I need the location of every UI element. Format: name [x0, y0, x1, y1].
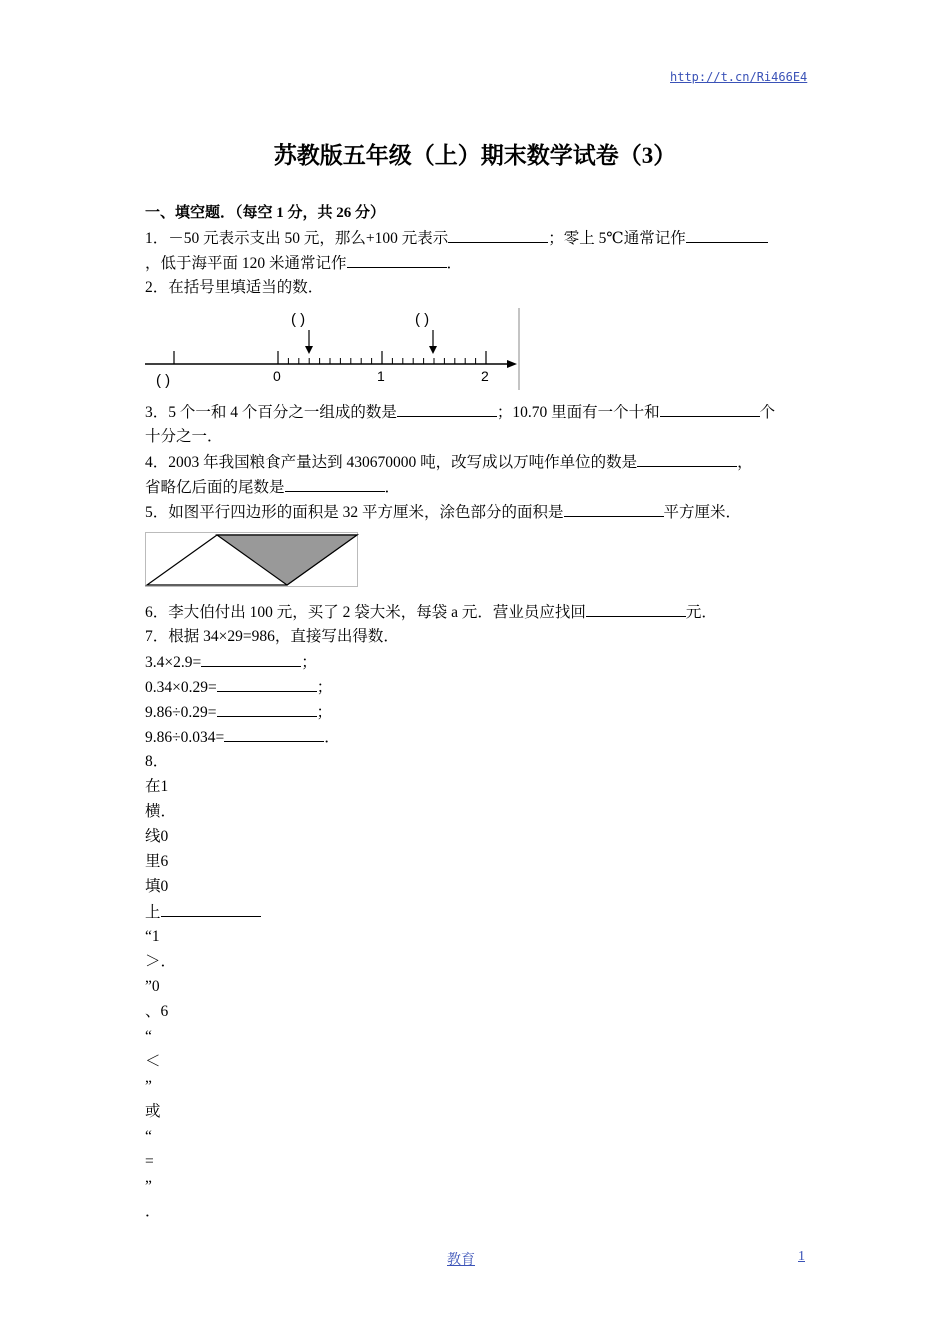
q5-text-b: 平方厘米．	[663, 504, 742, 521]
q6-text-a: 6．李大伯付出 100 元，买了 2 袋大米，每袋 a 元．营业员应找回	[145, 604, 586, 621]
q8-line-7: “1	[145, 928, 160, 945]
q7-expression-1	[145, 652, 317, 673]
question-1-line-1	[145, 228, 768, 249]
number-line-figure	[143, 306, 523, 392]
q8-line-16: =	[145, 1153, 154, 1170]
q8-line-17: ”	[145, 1178, 152, 1195]
q7-e4-text: 9.86÷0.034=	[145, 729, 225, 746]
question-7-text: 7．根据 34×29=986，直接写出得数．	[145, 628, 399, 645]
question-5-text	[145, 502, 741, 523]
q1-blank-1[interactable]	[448, 228, 548, 243]
q8-line-9: ”0	[145, 978, 160, 995]
shaded-triangle	[217, 535, 357, 585]
question-1-line-2	[145, 253, 462, 274]
number-line-arrowhead	[507, 360, 517, 368]
q1-text-b: ；零上 5℃通常记作	[548, 230, 686, 247]
q4-text-c: 省略亿后面的尾数是	[145, 479, 285, 496]
q8-blank-1[interactable]	[161, 902, 261, 917]
q4-text-a: 4．2003 年我国粮食产量达到 430670000 吨，改写成以万吨作单位的数是	[145, 454, 638, 471]
q7-blank-3[interactable]	[217, 702, 317, 717]
paren-bottom: ( )	[156, 372, 171, 389]
q8-line-18: ．	[145, 1203, 161, 1220]
q3-text-b: ；10.70 里面有一个十和	[496, 404, 660, 421]
q7-blank-1[interactable]	[201, 652, 301, 667]
q7-e4-end: ．	[324, 729, 340, 746]
q7-expression-2	[145, 677, 332, 698]
q8-line-13: ”	[145, 1078, 152, 1095]
q4-text-d: ．	[384, 479, 401, 496]
q1-text-c: ，低于海平面 120 米通常记作	[145, 255, 347, 272]
question-4-line-2	[145, 477, 400, 498]
paren-top-2: ( )	[415, 311, 430, 328]
q7-e3-text: 9.86÷0.29=	[145, 704, 217, 721]
q8-line-3: 线0	[145, 828, 169, 845]
q3-text-c: 个	[759, 404, 776, 421]
q3-blank-1[interactable]	[397, 402, 497, 417]
q7-expression-3	[145, 702, 332, 723]
arrow-2-head	[429, 346, 437, 354]
q8-line-2: 横．	[145, 803, 177, 820]
q8-line-6-text: 上	[145, 904, 161, 921]
q8-line-10: 、6	[145, 1003, 169, 1020]
q1-text-d: ．	[446, 255, 463, 272]
q1-blank-2[interactable]	[686, 228, 768, 243]
question-3-line-1	[145, 402, 775, 423]
page-title: 苏教版五年级（上）期末数学试卷（3）	[273, 143, 677, 168]
q1-blank-3[interactable]	[347, 253, 447, 268]
paren-top-1: ( )	[291, 311, 306, 328]
tick-label-0: 0	[273, 368, 281, 384]
section-heading: 一、填空题．（每空 1 分，共 26 分）	[145, 205, 386, 221]
q8-line-14: 或	[145, 1103, 161, 1120]
q4-blank-2[interactable]	[285, 477, 385, 492]
q7-blank-2[interactable]	[217, 677, 317, 692]
q8-line-12: ＜	[145, 1053, 161, 1070]
q4-text-b: ，	[737, 454, 753, 471]
q5-text-a: 5．如图平行四边形的面积是 32 平方厘米，涂色部分的面积是	[145, 504, 564, 521]
q6-text-b: 元．	[685, 604, 717, 621]
q8-line-5: 填0	[145, 878, 169, 895]
q8-line-1: 在1	[145, 778, 169, 795]
q7-blank-4[interactable]	[224, 727, 324, 742]
page-number: 1	[798, 1249, 805, 1264]
q7-e3-semi: ；	[316, 704, 333, 721]
q8-line-15: “	[145, 1128, 152, 1145]
question-2-text: 2．在括号里填适当的数．	[145, 279, 324, 296]
q8-line-8: ＞．	[145, 953, 177, 970]
parallelogram-figure	[145, 532, 361, 588]
question-6-text	[145, 602, 717, 623]
question-3-line-2: 十分之一．	[145, 428, 223, 445]
arrow-1-head	[305, 346, 313, 354]
q7-expression-4	[145, 727, 340, 748]
q8-line-0: 8．	[145, 753, 169, 770]
tick-label-1: 1	[377, 368, 385, 384]
question-4-line-1	[145, 452, 753, 473]
q5-blank-1[interactable]	[564, 502, 664, 517]
q8-line-6	[145, 902, 261, 923]
q1-text-a: 1．－50 元表示支出 50 元，那么+100 元表示	[145, 230, 449, 247]
q6-blank-1[interactable]	[586, 602, 686, 617]
q8-line-11: “	[145, 1028, 152, 1045]
q4-blank-1[interactable]	[637, 452, 737, 467]
footer-center-link[interactable]: 教育	[447, 1253, 475, 1268]
q7-e1-semi: ；	[301, 654, 317, 671]
tick-label-2: 2	[481, 368, 489, 384]
q7-e2-semi: ；	[316, 679, 333, 696]
header-url-link[interactable]: http://t.cn/Ri466E4	[670, 70, 808, 84]
q3-text-a: 3．5 个一和 4 个百分之一组成的数是	[145, 404, 397, 421]
q8-line-4: 里6	[145, 853, 169, 870]
q3-blank-2[interactable]	[660, 402, 760, 417]
q7-e1-text: 3.4×2.9=	[145, 654, 202, 671]
q7-e2-text: 0.34×0.29=	[145, 679, 217, 696]
